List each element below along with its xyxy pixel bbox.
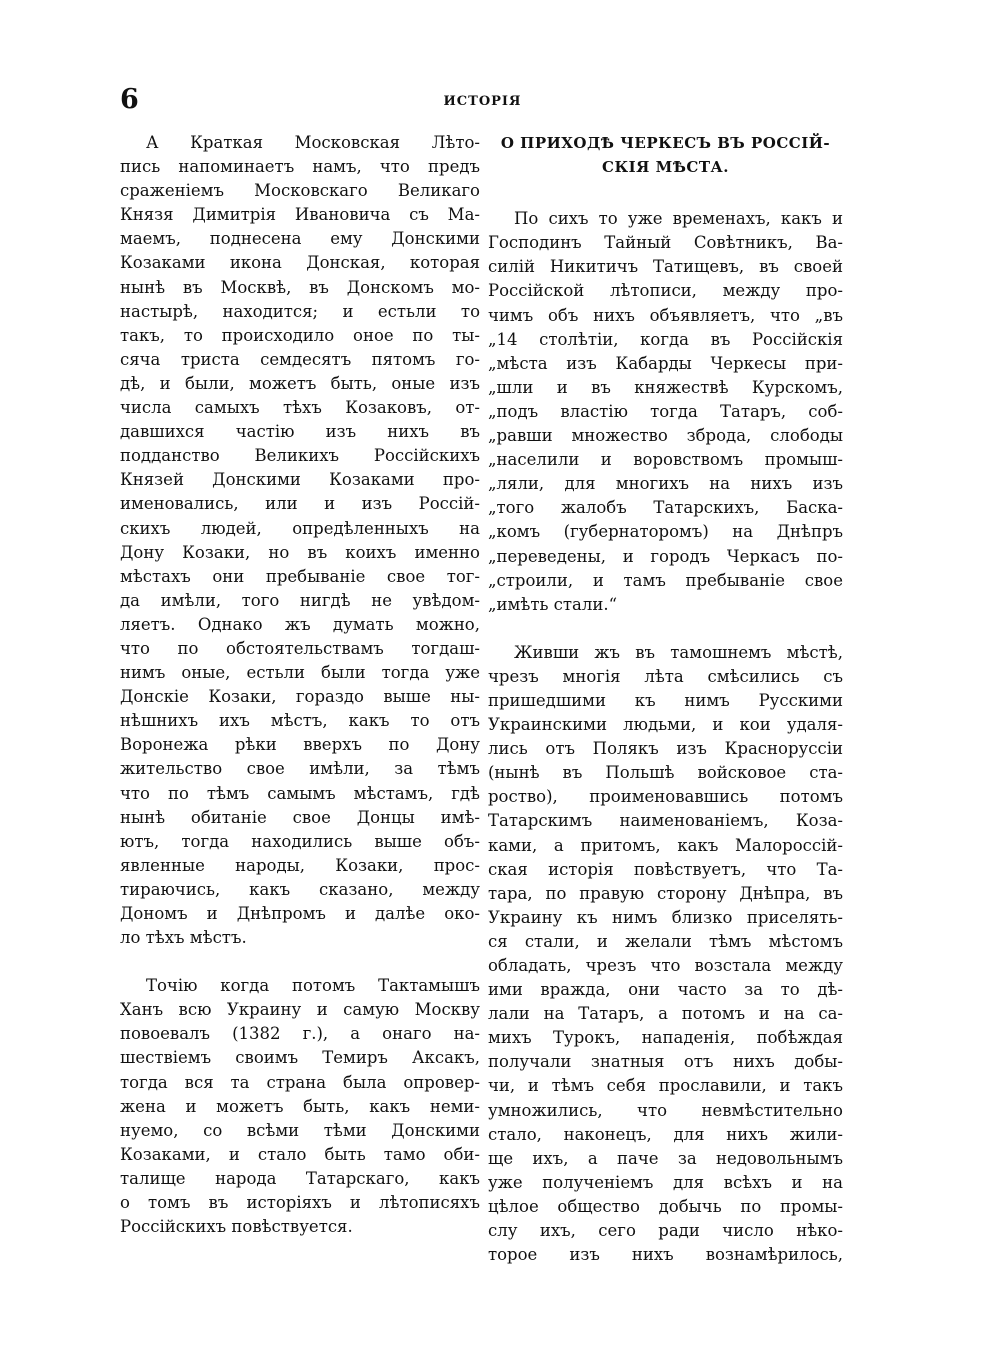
text-line: Дону Козаки, но въ коихъ именно [120, 542, 480, 562]
left-column [120, 131, 480, 1239]
text-line: ло тѣхъ мѣстъ. [120, 928, 247, 948]
left-paragraph-2 [120, 974, 480, 1239]
text-line: именовались, или и изъ Россій- [120, 494, 480, 514]
text-line: Господинъ Тайный Совѣтникъ, Ва- [488, 233, 843, 253]
paragraph-gap [120, 950, 480, 974]
text-line: числа самыхъ тѣхъ Козаковъ, от- [120, 398, 480, 418]
text-line: силій Никитичъ Татищевъ, въ своей [488, 257, 843, 277]
text-line: получали знатныя отъ нихъ добы- [488, 1052, 843, 1072]
text-line: давшихся частію изъ нихъ въ [120, 422, 480, 442]
text-line: пись напоминаетъ намъ, что предъ [120, 157, 480, 177]
text-line: Точію когда потомъ Тактамышъ [146, 976, 480, 996]
text-line: да имѣли, того нигдѣ не увѣдом- [120, 590, 480, 610]
text-line: чи, и тѣмъ себя прославили, и такъ [488, 1076, 843, 1096]
text-line: Живши жъ въ тамошнемъ мѣстѣ, [514, 642, 843, 662]
text-line: Россійской лѣтописи, между про- [488, 281, 843, 301]
text-line: сяча триста семдесятъ пятомъ го- [120, 349, 480, 369]
text-line: мѣстахъ они пребываніе свое тог- [120, 566, 480, 586]
text-line: что по обстоятельствамъ тогдаш- [120, 638, 480, 658]
text-line: настырѣ, находится; и естьли то [120, 301, 480, 321]
text-line: ютъ, тогда находились выше объ- [120, 831, 480, 851]
text-line: „мѣста изъ Кабарды Черкесы при- [488, 353, 843, 373]
heading-line: СКІЯ МѢСТА. [602, 158, 729, 177]
text-line: обладать, чрезъ что возстала между [488, 956, 843, 975]
text-line: что по тѣмъ самымъ мѣстамъ, гдѣ [120, 783, 480, 803]
text-line: ими вражда, они часто за то дѣ- [488, 980, 843, 1000]
text-line: роство), проименовавшись потомъ [488, 787, 843, 807]
page-number: 6 [120, 84, 139, 115]
paragraph-gap [488, 617, 843, 641]
text-line: чрезъ многія лѣта смѣсились съ [488, 666, 843, 686]
right-paragraph-1 [488, 207, 843, 617]
text-line: о томъ въ исторіяхъ и лѣтописяхъ [120, 1193, 480, 1213]
text-line: ся стали, и желали тѣмъ мѣстомъ [488, 931, 843, 951]
text-line: лись отъ Полякъ изъ Красноруссіи [488, 739, 843, 759]
text-line: Украинскими людьми, и кои удаля- [488, 715, 843, 735]
text-line: Ханъ всю Украину и самую Москву [120, 1000, 480, 1020]
text-line: тираючись, какъ сказано, между [120, 879, 480, 899]
text-line: тара, по правую сторону Днѣпра, въ [488, 883, 843, 903]
text-line: ками, а притомъ, какъ Малороссій- [488, 835, 843, 855]
heading-line: О ПРИХОДѢ ЧЕРКЕСЪ ВЪ РОССІЙ- [500, 134, 831, 152]
text-line: михъ Турокъ, нападенія, побѣждая [488, 1028, 843, 1048]
text-line: „ляли, для многихъ на нихъ изъ [488, 474, 843, 494]
text-line: повоевалъ (1382 г.), а онаго на- [120, 1024, 480, 1044]
text-line: чимъ объ нихъ объявляетъ, что „въ [488, 305, 843, 325]
text-line: пришедшими къ нимъ Русскими [488, 690, 843, 710]
text-line: явленные народы, Козаки, прос- [120, 855, 480, 875]
text-line: такъ, то происходило оное по ты- [120, 325, 480, 345]
text-line: подданство Великихъ Россійскихъ [120, 446, 480, 466]
text-line: „шли и въ княжествѣ Курскомъ, [488, 377, 843, 397]
text-line: „того жалобъ Татарскихъ, Баска- [488, 498, 843, 518]
text-line: „строили, и тамъ пребываніе свое [488, 570, 843, 590]
text-line: Россійскихъ повѣствуется. [120, 1217, 353, 1237]
text-line: „подъ властію тогда Татаръ, соб- [488, 401, 843, 421]
page-header [120, 84, 845, 120]
text-line: жительство свое имѣли, за тѣмъ [120, 759, 480, 779]
text-line: шествіемъ своимъ Темиръ Аксакъ, [120, 1048, 480, 1068]
text-line: По сихъ то уже временахъ, какъ и [514, 209, 843, 229]
text-line: Князей Донскими Козаками про- [120, 470, 480, 490]
text-line: дѣ, и были, можетъ быть, оные изъ [120, 373, 480, 393]
text-line: скихъ людей, опредѣленныхъ на [120, 518, 480, 538]
text-line: нуемо, со всѣми тѣми Донскими [120, 1120, 480, 1140]
text-line: „комъ (губернаторомъ) на Днѣпръ [488, 522, 843, 542]
text-line: талище народа Татарскаго, какъ [120, 1168, 480, 1188]
right-column [488, 131, 843, 1267]
text-line: Донскіе Козаки, гораздо выше ны- [120, 687, 480, 707]
right-paragraph-2 [488, 641, 843, 1267]
text-line: Козаками икона Донская, которая [120, 253, 480, 273]
text-line: ляетъ. Однако жъ думать можно, [120, 614, 480, 634]
running-head: ИСТОРІЯ [443, 94, 522, 109]
text-line: нынѣ обитаніе свое Донцы имѣ- [120, 807, 480, 827]
text-line: Воронежа рѣки вверхъ по Дону [120, 735, 480, 755]
text-line: Татарскимъ наименованіемъ, Коза- [488, 811, 843, 831]
text-line: цѣлое общество добычь по промы- [488, 1196, 843, 1216]
text-line: Князя Димитрія Ивановича съ Ма- [120, 205, 480, 225]
text-line: Дономъ и Днѣпромъ и далѣе око- [120, 904, 480, 923]
text-line: Козаками, и стало быть тамо оби- [120, 1144, 480, 1164]
text-line: стало, наконецъ, для нихъ жили- [488, 1124, 843, 1144]
text-line: торое изъ нихъ вознамѣрилось, [488, 1245, 843, 1265]
text-line: слу ихъ, сего ради число нѣко- [488, 1221, 843, 1241]
text-line: лали на Татаръ, а потомъ и на са- [488, 1004, 843, 1024]
text-line: ще ихъ, а паче за недовольнымъ [488, 1148, 843, 1168]
text-line: ская исторія повѣствуетъ, что Та- [488, 859, 843, 879]
section-heading [488, 131, 843, 179]
text-line: нынѣ въ Москвѣ, въ Донскомъ мо- [120, 277, 480, 297]
text-line: „равши множество збродa, слободы [488, 426, 843, 446]
text-line: Украину къ нимъ близко приселять- [488, 907, 843, 927]
text-line: „переведены, и городъ Черкасъ по- [488, 546, 843, 566]
text-line: уже полученіемъ для всѣхъ и на [488, 1172, 843, 1192]
left-paragraph-1 [120, 131, 480, 950]
text-line: жена и можетъ быть, какъ неми- [120, 1096, 480, 1116]
text-line: маемъ, поднесена ему Донскими [120, 229, 480, 249]
text-line: (нынѣ въ Польшѣ войсковое ста- [488, 763, 843, 783]
text-line: тогда вся та страна была опровер- [120, 1072, 480, 1092]
text-line: умножились, что невмѣстительно [488, 1100, 843, 1120]
text-line: „имѣть стали.“ [488, 594, 618, 614]
text-line: сраженіемъ Московскаго Великаго [120, 181, 480, 201]
text-line: „14 столѣтіи, когда въ Россійскія [488, 329, 843, 349]
text-line: А Краткая Московская Лѣто- [146, 133, 480, 152]
text-line: нѣшнихъ ихъ мѣстъ, какъ то отъ [120, 711, 480, 731]
text-line: „населили и воровствомъ промыш- [488, 450, 843, 470]
text-line: нимъ оные, естьли были тогда уже [120, 663, 480, 683]
